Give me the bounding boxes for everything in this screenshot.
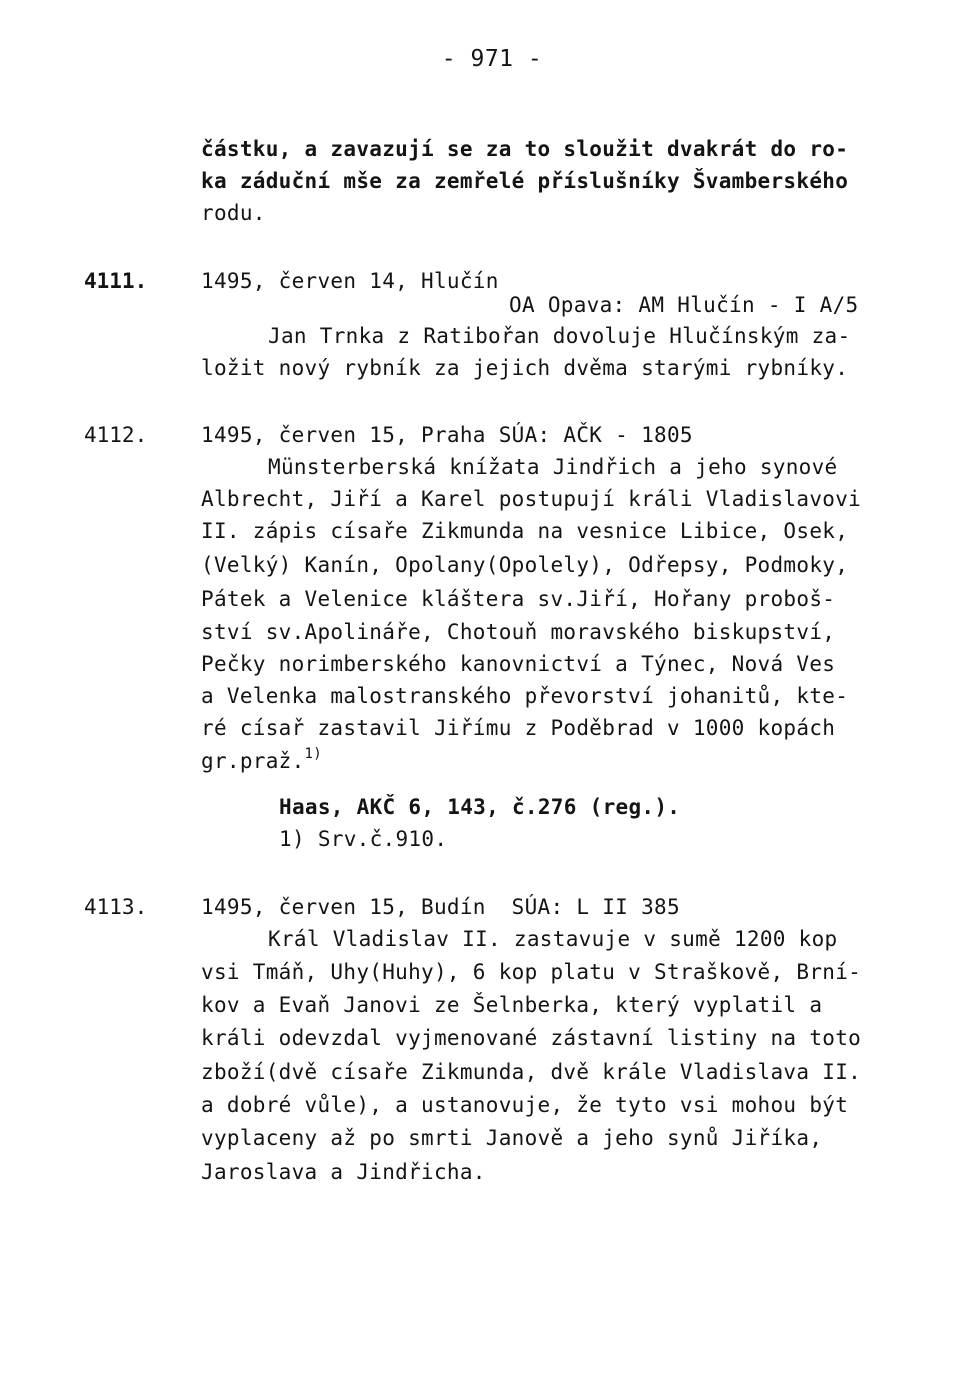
text-line: Pečky norimberského kanovnictví a Týnec, Nová Ves: [201, 652, 836, 676]
text-line: Pátek a Velenice kláštera sv.Jiří, Hořany proboš-: [201, 587, 836, 611]
text-line: vyplaceny až po smrti Janově a jeho synů Jiříka,: [201, 1126, 823, 1150]
footnote-marker: 1): [304, 746, 323, 762]
entry-source: OA Opava: AM Hlučín - I A/5: [509, 293, 859, 317]
entry-header: 1495, červen 15, Praha SÚA: AČK - 1805: [201, 423, 693, 447]
text-line: a dobré vůle), a ustanovuje, že tyto vsi mohou být: [201, 1093, 849, 1117]
text-line: rodu.: [201, 201, 266, 225]
text-line: zboží(dvě císaře Zikmunda, dvě krále Vladislava II.: [201, 1060, 862, 1084]
text-line: ložit nový rybník za jejich dvěma starými rybníky.: [201, 356, 849, 380]
text-line-with-footnote: [201, 746, 322, 776]
text-line: a Velenka malostranského převorství johanitů, kte-: [201, 684, 849, 708]
text-line: vsi Tmáň, Uhy(Huhy), 6 kop platu v Straškově, Brní-: [201, 960, 862, 984]
entry-number: 4113.: [84, 895, 148, 919]
entry-header: 1495, červen 14, Hlučín: [201, 269, 499, 293]
text-line: ré císař zastavil Jiřímu z Poděbrad v 1000 kopách: [201, 716, 836, 740]
text-line: ství sv.Apolináře, Chotouň moravského biskupství,: [201, 620, 836, 644]
entry-header: 1495, červen 15, Budín SÚA: L II 385: [201, 895, 680, 919]
text-line: Münsterberská knížata Jindřich a jeho synové: [268, 455, 838, 479]
footnote-text: 1) Srv.č.910.: [279, 827, 448, 851]
text-line: králi odevzdal vyjmenované zástavní listiny na toto: [201, 1026, 862, 1050]
entry-number: 4112.: [84, 423, 148, 447]
text-line: ka záduční mše za zemřelé příslušníky Švamberského: [201, 169, 849, 193]
text-line: Albrecht, Jiří a Karel postupují králi Vladislavovi: [201, 487, 862, 511]
entry-number: 4111.: [84, 269, 148, 293]
page-number: - 971 -: [441, 46, 543, 72]
text-line: částku, a zavazují se za to sloužit dvakrát do ro-: [201, 137, 849, 161]
text-line: Jaroslava a Jindřicha.: [201, 1160, 486, 1184]
text-line: Král Vladislav II. zastavuje v sumě 1200 kop: [268, 927, 838, 951]
text-line: (Velký) Kanín, Opolany(Opolely), Odřepsy, Podmoky,: [201, 553, 849, 577]
text-line: kov a Evaň Janovi ze Šelnberka, který vyplatil a: [201, 993, 823, 1017]
text-fragment: gr.praž.: [201, 749, 305, 773]
text-line: II. zápis císaře Zikmunda na vesnice Libice, Osek,: [201, 519, 849, 543]
text-line: Jan Trnka z Ratibořan dovoluje Hlučínským za-: [268, 324, 851, 348]
reference-line: Haas, AKČ 6, 143, č.276 (reg.).: [279, 795, 681, 819]
